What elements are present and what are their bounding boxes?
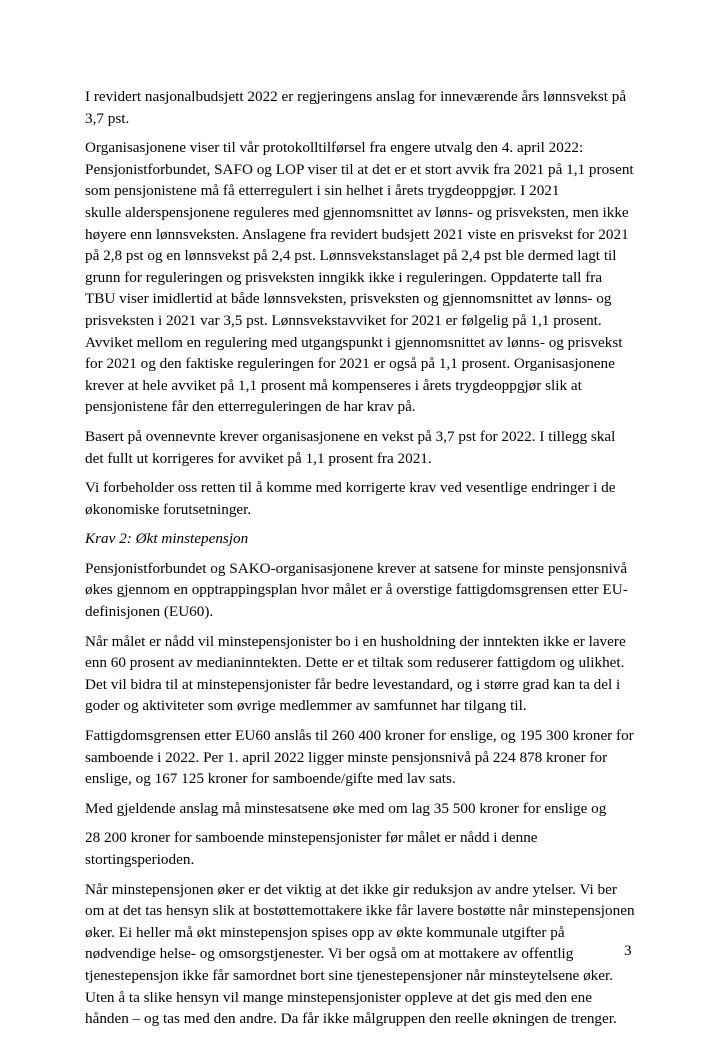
section-heading-krav-2: Krav 2: Økt minstepensjon <box>85 530 249 548</box>
paragraph-demand-summary: Basert på ovennevnte krever organisasjonene en vekst på 3,7 pst for 2022. I tillegg skal det fullt ut korrigeres for avviket på 1,1 prosent fra 2021. <box>85 427 616 467</box>
paragraph-goal-reached: Når målet er nådd vil minstepensjonister bo i en husholdning der inntekten ikke er lavere enn 60 prosent av medianinntekten. Dette er et tiltak som reduserer fattigdom og ulikhet. Det vil bidra til at minstepensjonister får bedre levestandard, og i større grad kan ta del i goder og aktiviteter som øvrige medlemmer av samfunnet har tilgang til. <box>85 632 626 715</box>
paragraph-poverty-threshold: Fattigdomsgrensen etter EU60 anslås til 260 400 kroner for enslige, og 195 300 kroner for samboende i 2022. Per 1. april 2022 ligger minste pensjonsnivå på 224 878 kroner for enslige, og 167 125 kroner for samboende/gifte med lav sats. <box>85 727 634 788</box>
paragraph-current-estimate: Med gjeldende anslag må minstesatsene øke med om lag 35 500 kroner for enslige og <box>85 799 607 817</box>
paragraph-revised-budget: I revidert nasjonalbudsjett 2022 er regjeringens anslag for inneværende års lønnsvekst på 3,7 pst. <box>85 88 627 127</box>
paragraph-reservation: Vi forbeholder oss retten til å komme med korrigerte krav ved vesentlige endringer i de økonomiske forutsetninger. <box>85 479 616 518</box>
paragraph-protocol-note: Organisasjonene viser til vår protokolltilførsel fra engere utvalg den 4. april 2022: Pensjonistforbundet, SAFO og LOP viser til at det er et stort avvik fra 2021 på 1,1 prosent som pensjonistene må få etterregulert i sin helhet i årets trygdeoppgjør. I 2021 <box>85 139 634 200</box>
page-number: 3 <box>624 942 632 959</box>
paragraph-regulation-2021: skulle alderspensjonene reguleres med gjennomsnittet av lønns- og prisveksten, men ikke høyere enn lønnsveksten. Anslagene fra revidert budsjett 2021 viste en prisvekst for 2021 på 2,8 pst og en lønnsvekst på 2,4 pst. Lønnsvekstanslaget på 2,4 pst ble dermed lagt til grunn for reguleringen og prisveksten inngikk ikke i reguleringen. Oppdaterte tall fra TBU viser imidlertid at både lønnsveksten, prisveksten og gjennomsnittet av lønns- og prisveksten i 2021 var 3,5 pst. Lønnsvekstavviket for 2021 er følgelig på 1,1 prosent. Avviket mellom en regulering med utgangspunkt i gjennomsnittet av lønns- og prisvekst for 2021 og den faktiske reguleringen for 2021 er også på 1,1 prosent. Organisasjonene krever at hele avviket på 1,1 prosent må kompenseres i årets trygdeoppgjør slik at pensjonistene får den etterreguleringen de har krav på. <box>85 203 629 416</box>
document-body <box>85 86 635 1038</box>
paragraph-other-benefits: Når minstepensjonen øker er det viktig at det ikke gir reduksjon av andre ytelser. Vi ber om at det tas hensyn slik at bostøttemottakere ikke får lavere bostøtte når minstepensjonen øker. Ei heller må økt minstepensjon spises opp av økte kommunale utgifter på nødvendige helse- og omsorgstjenester. Vi ber også om at mottakere av offentlig tjenestepensjon ikke får samordnet bort sine tjenestepensjoner når minsteytelsene øker. Uten å ta slike hensyn vil mange minstepensjonister oppleve at det gis med den ene hånden – og tas med den andre. Da får ikke målgruppen den reelle økningen de trenger. <box>85 880 635 1028</box>
paragraph-minimum-pension-demand: Pensjonistforbundet og SAKO-organisasjonene krever at satsene for minste pensjonsnivå økes gjennom en opptrappingsplan hvor målet er å overstige fattigdomsgrensen etter EU-definisjonen (EU60). <box>85 559 628 621</box>
paragraph-cohabitant-increase: 28 200 kroner for samboende minstepensjonister før målet er nådd i denne stortingsperioden. <box>85 829 538 868</box>
